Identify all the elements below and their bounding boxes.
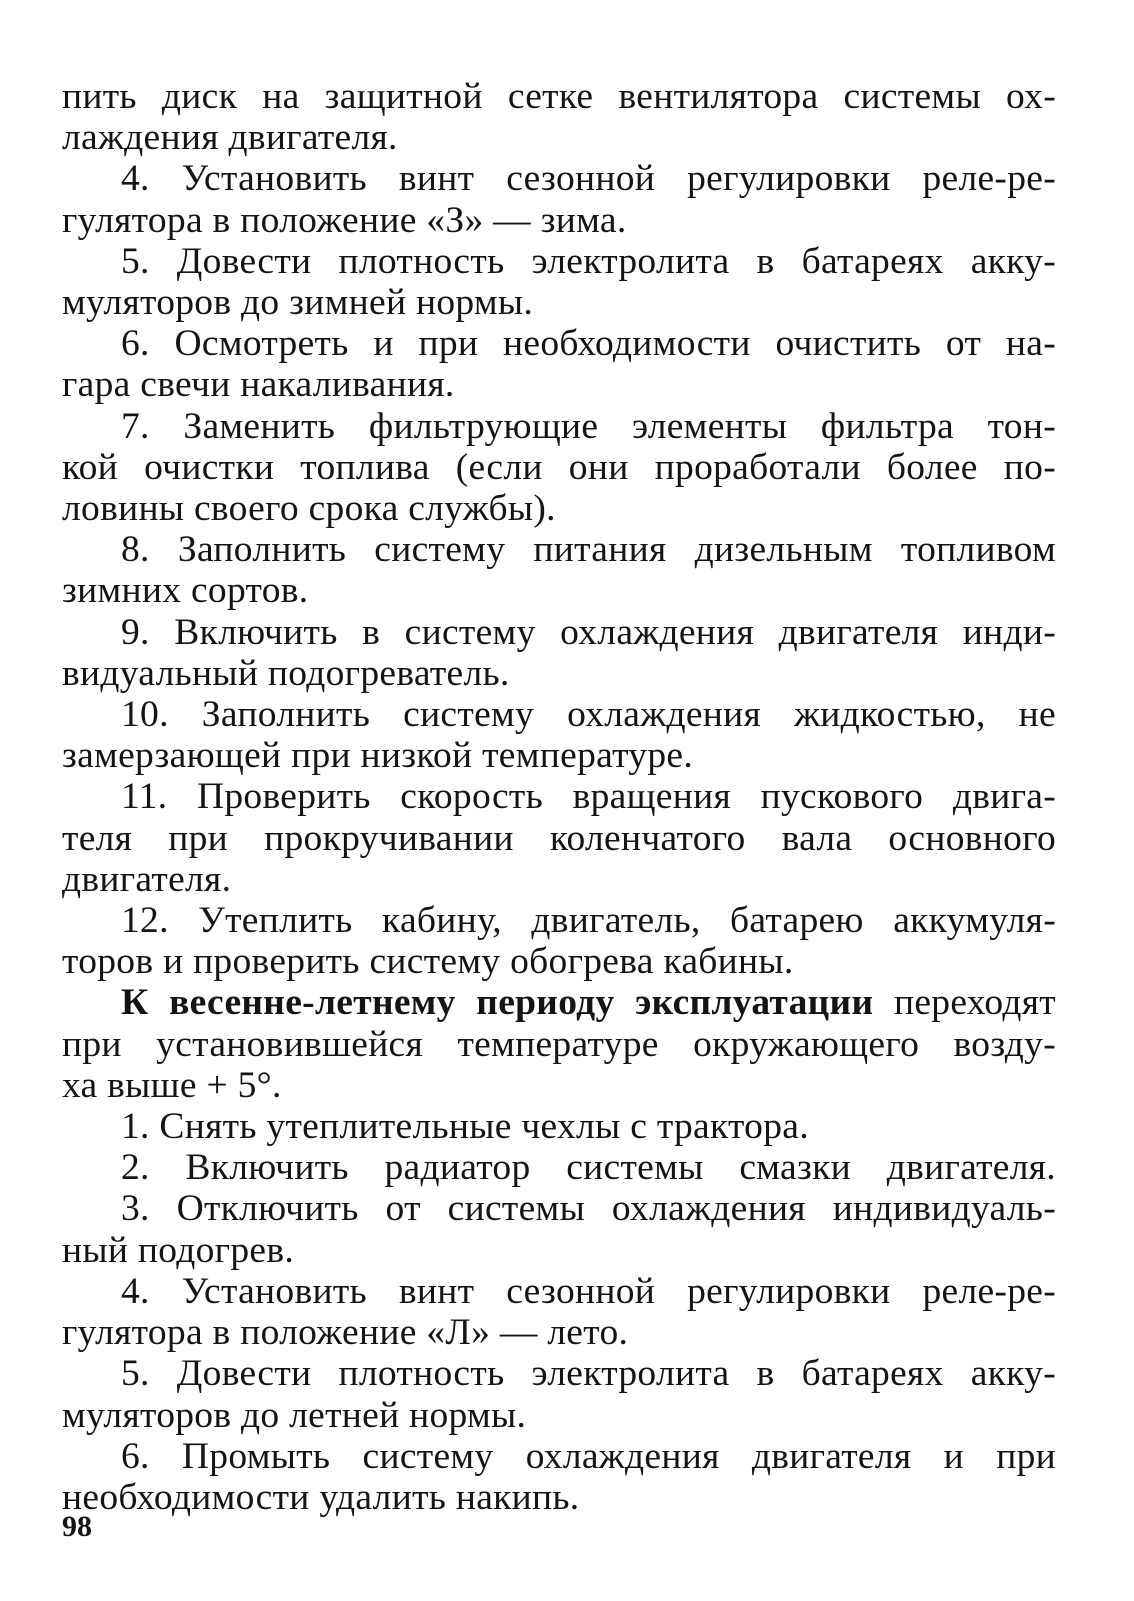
text-line: ха выше + 5°.: [62, 1064, 282, 1106]
list-item: 4. Установить винт сезонной регулировки реле-ре-: [121, 158, 1056, 200]
section-heading-line: [62, 982, 1056, 1023]
section-heading: К весенне-летнему периоду эксплуатации: [121, 982, 874, 1024]
text-line: гулятора в положение «Л» — лето.: [62, 1312, 629, 1354]
text-line: теля при прокручивании коленчатого вала основного: [62, 817, 1056, 859]
list-item: 2. Включить радиатор системы смазки двигателя.: [121, 1147, 1056, 1189]
list-item: 11. Проверить скорость вращения пускового двига-: [121, 776, 1056, 818]
text-line: гулятора в положение «З» — зима.: [62, 199, 627, 241]
text-line: муляторов до зимней нормы.: [62, 282, 534, 324]
text-line: ный подогрев.: [62, 1229, 295, 1271]
text-line: при установившейся температуре окружающего возду-: [62, 1023, 1056, 1065]
text-fragment: переходят: [893, 982, 1056, 1024]
text-line: торов и проверить систему обогрева кабины.: [62, 941, 794, 983]
list-item: 12. Утеплить кабину, двигатель, батарею аккумуля-: [121, 900, 1056, 942]
list-item: 6. Осмотреть и при необходимости очистить от на-: [121, 323, 1056, 365]
body-text: [62, 76, 1056, 1518]
page-number: 98: [62, 1510, 92, 1543]
list-item: 5. Довести плотность электролита в батареях акку-: [121, 1353, 1056, 1395]
list-item: 9. Включить в систему охлаждения двигателя инди-: [121, 611, 1056, 653]
text-line: лаждения двигателя.: [62, 117, 398, 159]
text-line: видуальный подогреватель.: [62, 652, 510, 694]
text-line: пить диск на защитной сетке вентилятора системы ох-: [62, 76, 1056, 117]
list-item: 8. Заполнить систему питания дизельным топливом: [121, 529, 1056, 571]
text-line: ловины своего срока службы).: [62, 488, 556, 530]
list-item: 6. Промыть систему охлаждения двигателя и при: [121, 1435, 1056, 1477]
text-line: кой очистки топлива (если они проработали более по-: [62, 446, 1056, 488]
document-page: [62, 76, 1056, 1518]
text-line: необходимости удалить накипь.: [62, 1476, 580, 1518]
list-item: 7. Заменить фильтрующие элементы фильтра тон-: [121, 405, 1056, 447]
list-item: 5. Довести плотность электролита в батареях акку-: [121, 240, 1056, 282]
text-line: гара свечи накаливания.: [62, 364, 455, 406]
text-line: муляторов до летней нормы.: [62, 1394, 527, 1436]
list-item: 3. Отключить от системы охлаждения индивидуаль-: [121, 1188, 1056, 1230]
list-item: 10. Заполнить систему охлаждения жидкостью, не: [121, 694, 1056, 736]
text-line: зимних сортов.: [62, 570, 309, 612]
text-line: замерзающей при низкой температуре.: [62, 735, 694, 777]
text-line: двигателя.: [62, 858, 232, 900]
list-item: 1. Снять утеплительные чехлы с трактора.: [121, 1106, 809, 1148]
list-item: 4. Установить винт сезонной регулировки реле-ре-: [121, 1270, 1056, 1312]
